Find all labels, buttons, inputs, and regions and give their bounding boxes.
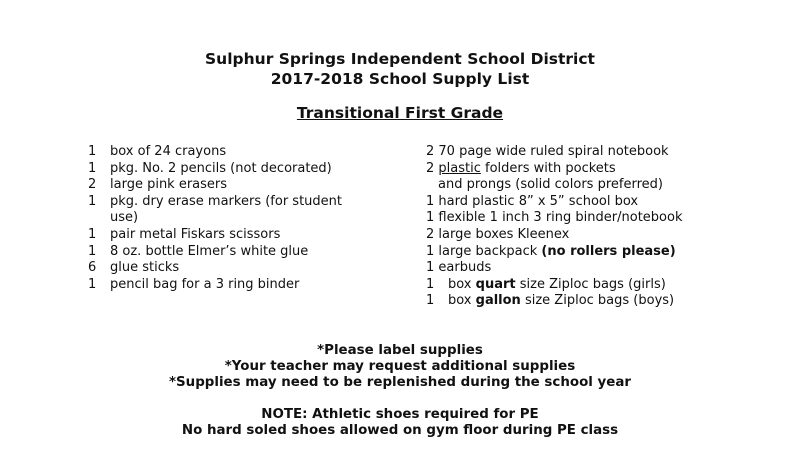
item-emphasis: quart xyxy=(475,276,516,292)
item-quantity: 1 xyxy=(88,160,97,176)
list-item: 1 earbuds xyxy=(426,260,492,276)
list-item: 2 70 page wide ruled spiral notebook xyxy=(426,144,669,159)
item-emphasis: (no rollers please) xyxy=(541,243,676,259)
footer-note: No hard soled shoes allowed on gym floor during PE class xyxy=(181,423,619,438)
item-text: folders with pockets xyxy=(485,160,616,176)
item-text: size Ziploc bags (girls) xyxy=(519,276,666,292)
item-text: large pink erasers xyxy=(110,177,228,193)
list-item xyxy=(426,161,786,178)
footer-note: NOTE: Athletic shoes required for PE xyxy=(261,407,539,422)
list-item xyxy=(88,277,388,294)
note-line: *Your teacher may request additional supplies xyxy=(224,359,576,374)
item-text: pair metal Fiskars scissors xyxy=(110,226,281,242)
item-text-continuation: and prongs (solid colors preferred) xyxy=(438,177,663,193)
item-quantity: 1 xyxy=(88,144,97,159)
list-item xyxy=(88,177,388,194)
item-quantity: 1 xyxy=(426,293,435,309)
list-item xyxy=(426,277,786,294)
item-text: 1 large backpack xyxy=(426,243,538,259)
item-quantity: 1 xyxy=(88,276,97,292)
item-text: size Ziploc bags (boys) xyxy=(524,293,675,309)
item-text: box xyxy=(448,293,472,309)
item-emphasis: plastic xyxy=(438,160,481,176)
list-item: 2 large boxes Kleenex xyxy=(426,226,570,242)
item-text: box xyxy=(448,276,472,292)
list-item xyxy=(88,194,388,211)
item-text: pkg. dry erase markers (for student xyxy=(110,193,342,209)
note-line: *Supplies may need to be replenished during the school year xyxy=(169,375,631,390)
list-title: 2017-2018 School Supply List xyxy=(270,70,530,88)
item-quantity: 1 xyxy=(426,276,435,292)
item-quantity: 1 xyxy=(88,193,97,209)
left-supply-column xyxy=(88,144,388,293)
list-item xyxy=(426,293,786,310)
list-item xyxy=(88,227,388,244)
right-supply-column xyxy=(426,144,786,310)
item-text: box of 24 crayons xyxy=(110,144,227,159)
item-text: 8 oz. bottle Elmer’s white glue xyxy=(110,243,309,259)
item-quantity: 2 xyxy=(426,160,435,176)
item-text: pencil bag for a 3 ring binder xyxy=(110,276,300,292)
item-text: pkg. No. 2 pencils (not decorated) xyxy=(110,160,332,176)
item-text: glue sticks xyxy=(110,260,180,276)
item-quantity: 6 xyxy=(88,260,97,276)
list-item xyxy=(88,144,388,161)
list-item xyxy=(426,244,786,261)
grade-heading: Transitional First Grade xyxy=(296,104,504,122)
list-item: 1 hard plastic 8” x 5” school box xyxy=(426,193,639,209)
note-line: *Please label supplies xyxy=(317,343,483,358)
district-title: Sulphur Springs Independent School District xyxy=(205,50,595,68)
item-quantity: 1 xyxy=(88,226,97,242)
item-text-continuation: use) xyxy=(110,210,139,226)
list-item: 1 flexible 1 inch 3 ring binder/notebook xyxy=(426,210,683,226)
list-item xyxy=(88,260,388,277)
item-quantity: 1 xyxy=(88,243,97,259)
list-item xyxy=(88,161,388,178)
list-item xyxy=(88,244,388,261)
item-emphasis: gallon xyxy=(475,293,521,309)
item-quantity: 2 xyxy=(88,177,97,193)
